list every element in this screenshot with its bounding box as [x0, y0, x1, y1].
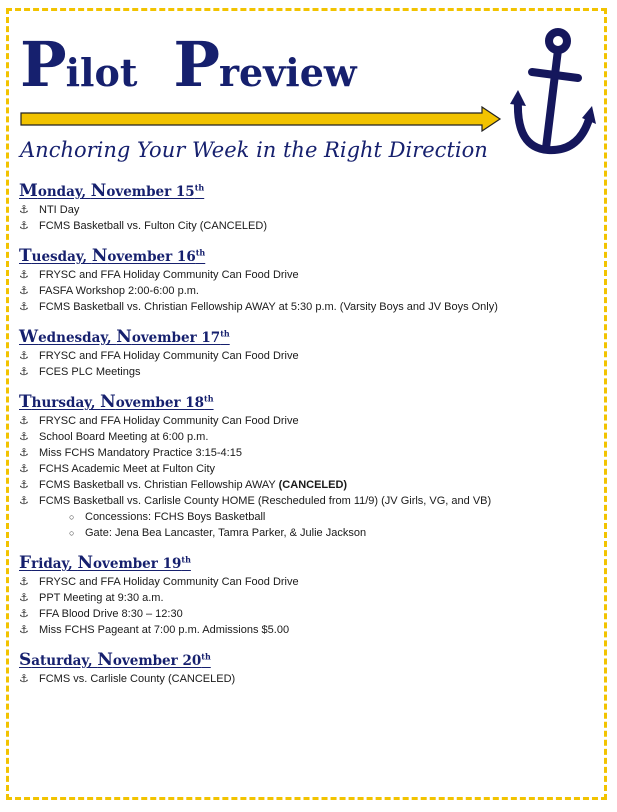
anchor-icon: ⚓	[19, 219, 29, 232]
list-item: ⚓ Miss FCHS Pageant at 7:00 p.m. Admissions $5.00	[19, 623, 290, 636]
list-item: ⚓ FCMS Basketball vs. Christian Fellowship AWAY (CANCELED)	[19, 478, 348, 491]
list-item: ⚓ School Board Meeting at 6:00 p.m.	[19, 430, 209, 443]
anchor-icon: ⚓	[19, 494, 29, 507]
anchor-icon: ⚓	[19, 672, 29, 685]
title-rest-2: review	[219, 50, 357, 95]
day-heading: Monday, November 15th	[19, 181, 205, 201]
list-item: ⚓ FFA Blood Drive 8:30 – 12:30	[19, 607, 183, 620]
day-heading: Friday, November 19th	[19, 553, 191, 573]
title-initial-2: P	[173, 28, 220, 101]
weekly-schedule	[19, 181, 589, 699]
gold-arrow-icon	[20, 106, 502, 132]
title-rest-1: ilot	[65, 50, 138, 95]
sub-list-item: ○ Gate: Jena Bea Lancaster, Tamra Parker, & Julie Jackson	[69, 527, 367, 539]
anchor-icon: ⚓	[19, 268, 29, 281]
list-item: ⚓ FRYSC and FFA Holiday Community Can Food Drive	[19, 268, 299, 281]
list-item: ⚓ FRYSC and FFA Holiday Community Can Food Drive	[19, 414, 299, 427]
anchor-icon: ⚓	[19, 446, 29, 459]
masthead	[20, 28, 500, 138]
list-item: ⚓ FCMS vs. Carlisle County (CANCELED)	[19, 672, 236, 685]
anchor-icon: ⚓	[19, 414, 29, 427]
anchor-icon: ⚓	[19, 575, 29, 588]
anchor-logo-icon	[508, 26, 598, 166]
anchor-icon: ⚓	[19, 478, 29, 491]
day-heading: Saturday, November 20th	[19, 650, 211, 670]
sub-list-item: ○ Concessions: FCHS Boys Basketball	[69, 511, 266, 523]
day-thursday	[19, 392, 589, 541]
list-item: ⚓ NTI Day	[19, 203, 80, 216]
anchor-icon: ⚓	[19, 284, 29, 297]
list-item: ⚓ FCHS Academic Meet at Fulton City	[19, 462, 216, 475]
day-saturday	[19, 650, 589, 687]
list-item: ⚓ FCMS Basketball vs. Christian Fellowship AWAY at 5:30 p.m. (Varsity Boys and JV Boys Only)	[19, 300, 498, 313]
list-item: ⚓ FRYSC and FFA Holiday Community Can Food Drive	[19, 575, 299, 588]
list-item: ⚓ FCMS Basketball vs. Fulton City (CANCELED)	[19, 219, 267, 232]
day-heading: Thursday, November 18th	[19, 392, 214, 412]
anchor-icon: ⚓	[19, 430, 29, 443]
anchor-icon: ⚓	[19, 349, 29, 362]
anchor-icon: ⚓	[19, 591, 29, 604]
list-item: ⚓ PPT Meeting at 9:30 a.m.	[19, 591, 164, 604]
day-wednesday	[19, 327, 589, 380]
list-item: ⚓ FRYSC and FFA Holiday Community Can Food Drive	[19, 349, 299, 362]
day-friday	[19, 553, 589, 638]
anchor-icon: ⚓	[19, 623, 29, 636]
anchor-icon: ⚓	[19, 203, 29, 216]
list-item: ⚓ Miss FCHS Mandatory Practice 3:15-4:15	[19, 446, 242, 459]
list-item: ⚓ FCMS Basketball vs. Carlisle County HOME (Rescheduled from 11/9) (JV Girls, VG, and VB)	[19, 494, 492, 507]
circle-bullet-icon: ○	[69, 512, 75, 522]
newsletter-title	[20, 28, 357, 101]
list-item: ⚓ FCES PLC Meetings	[19, 365, 141, 378]
day-heading: Tuesday, November 16th	[19, 246, 206, 266]
tagline: Anchoring Your Week in the Right Direction	[20, 138, 488, 162]
list-item: ⚓ FASFA Workshop 2:00-6:00 p.m.	[19, 284, 199, 297]
day-tuesday	[19, 246, 589, 315]
day-monday	[19, 181, 589, 234]
day-heading: Wednesday, November 17th	[19, 327, 230, 347]
circle-bullet-icon: ○	[69, 528, 75, 538]
anchor-icon: ⚓	[19, 607, 29, 620]
anchor-icon: ⚓	[19, 365, 29, 378]
title-initial-1: P	[20, 28, 66, 101]
anchor-icon: ⚓	[19, 300, 29, 313]
anchor-icon: ⚓	[19, 462, 29, 475]
